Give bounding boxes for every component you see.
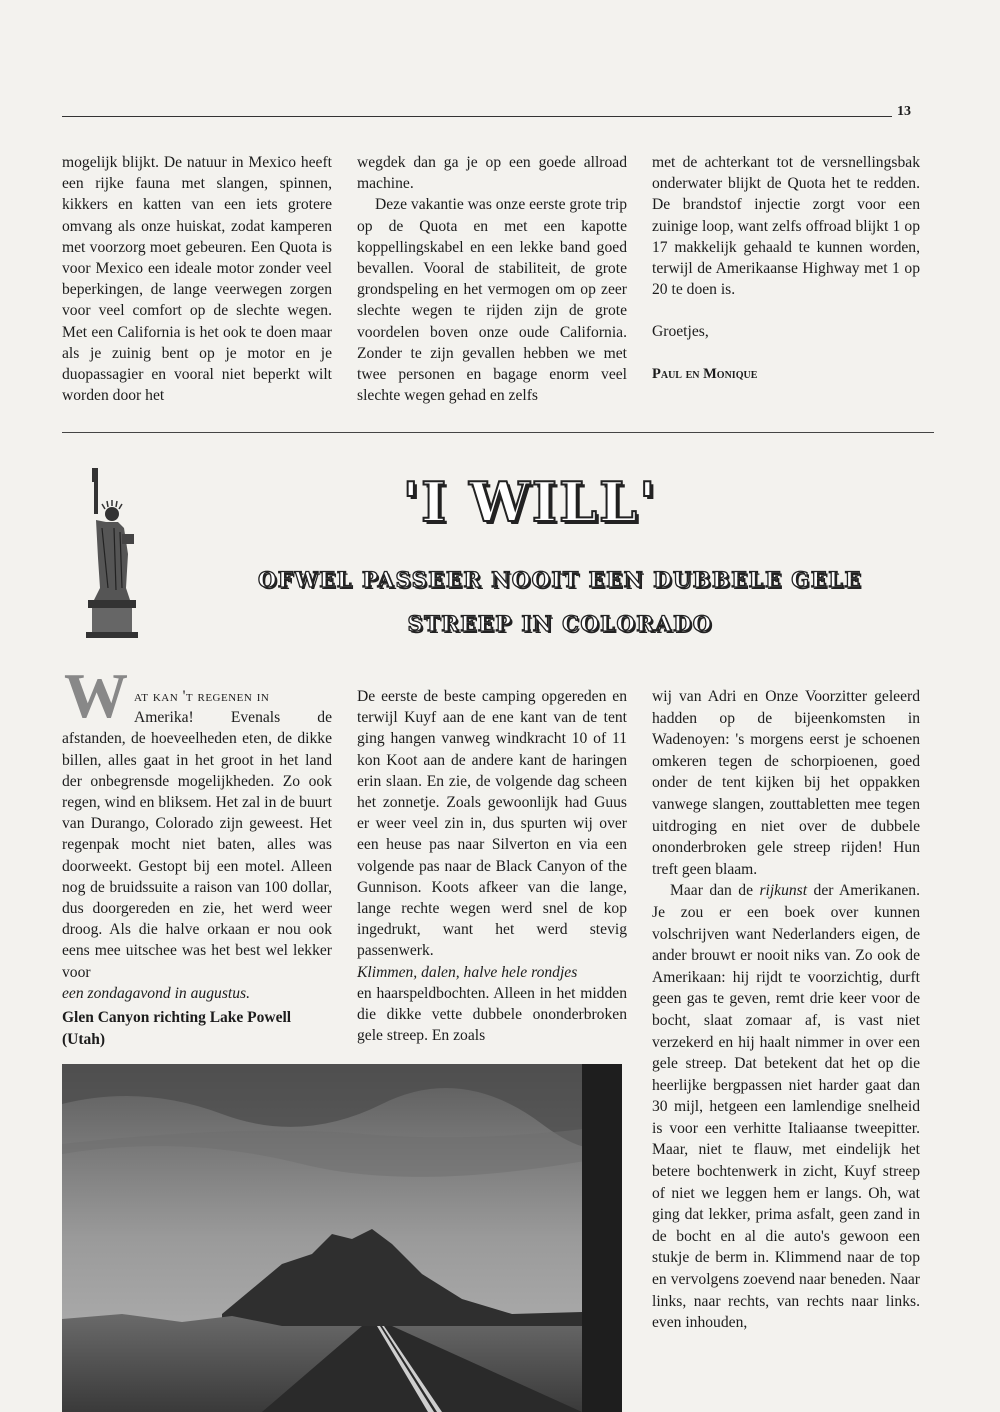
article-col3-p2-a: Maar dan de	[670, 882, 753, 900]
article-col3-p2	[652, 880, 920, 1333]
subtitle-line-1: OFWEL PASSEER NOOIT EEN DUBBELE GELE	[258, 567, 862, 592]
article-col2-italic: Klimmen, dalen, halve hele rondjes	[357, 963, 578, 981]
subtitle-line-2: STREEP IN COLORADO	[407, 611, 713, 636]
road-mountain-photo	[62, 1064, 622, 1412]
intro-col3-p1: met de achterkant tot de versnellingsbak onderwater blijkt de Quota het te redden. De brandstof injectie zorgt voor een zuinige loop, want zelfs offroad blijkt 1 op 17 makkelijk gehaald te kunnen worden, terwijl de Amerikaanse Highway met 1 op 20 te doen is.	[652, 154, 920, 299]
article-lead: at kan 't regenen in	[134, 688, 270, 705]
section-divider	[62, 432, 934, 433]
article-column-1	[62, 686, 332, 1004]
article-col3-p2-italic: rijkunst	[759, 882, 808, 900]
article-col1-italic: een zondagavond in augustus.	[62, 984, 250, 1002]
article-col3-p1: wij van Adri en Onze Voorzitter geleerd hadden op de bijeenkomsten in Wadenoyen: 's morgens eerst je schoenen omkeren tegen de schorpioenen, goed onder de tent kijken bij het oppakken vanwege slangen, zouttabletten mee tegen uitdroging en niet over de dubbele ononderbroken gele streep rijden! Hun treft geen blaam.	[652, 688, 920, 878]
intro-col2-p1: wegdek dan ga je op een goede allroad machine.	[357, 154, 627, 193]
article-col3-p2-b: der Amerikanen. Je zou er een boek over kunnen volschrijven want Nederlanders eigen, de ander brouwt er nooit niks van. Zo ook de Amerikaan: hij rijdt te voorzichtig, durft geen gas te geven, remt drie keer voor de bocht, slaat zomaar af, is vast niet verzekerd en hij haalt nimmer in over een gele streep. Dat betekent dat het op die heerlijke bergpassen niet harder gaat dan 30 mijl, hetgeen een lamlendige snelheid is voor een verhitte Italiaanse tweepitter. Maar, niet te flauw, met eindelijk het betere bochtenwerk in zicht, Kuyf streep of niet we leggen hem er langs. Oh, wat ging dat lekker, prima asfalt, geen zand in de bocht en al die auto's gewoon een stukje de berm in. Klimmend naar de top en vervolgens zoevend naar beneden. Naar links, naar rechts, van rechts naar links. even inhouden,	[652, 882, 920, 1332]
article-title: 'I WILL'	[402, 470, 658, 534]
article-subtitle	[210, 558, 910, 646]
article-col2-text-b: en haarspeldbochten. Alleen in het midden die dikke vette dubbele ononderbroken gele streep. En zoals	[357, 984, 627, 1045]
intro-column-3	[652, 152, 920, 385]
intro-column-2	[357, 152, 627, 406]
statue-of-liberty-illustration	[78, 468, 148, 638]
landscape-photo	[62, 1064, 622, 1412]
article-col2-text-a: De eerste de beste camping opgereden en terwijl Kuyf aan de ene kant van de tent ging hangen vanweg windkracht 10 of 11 kon Koot aan de andere kant de haringen erin slaan. En zie, de volgende dag scheen het zonnetje. Zoals gewoonlijk had Guus er weer veel zin in, dus spurten wij over een heuse pas naar Silverton en via een volgende pas naar de Black Canyon of the Gunnison. Koots afkeer van die lange, lange rechte wegen werd snel de kop ingedrukt, want het werd stevig passenwerk.	[357, 688, 627, 960]
intro-column-1	[62, 152, 332, 406]
page-number: 13	[897, 104, 911, 119]
photo-caption: Glen Canyon richting Lake Powell (Utah)	[62, 1009, 292, 1048]
header-rule	[62, 116, 892, 117]
drop-cap: W	[64, 660, 128, 731]
article-column-3	[652, 686, 920, 1334]
article-column-2	[357, 686, 627, 1046]
intro-col2-p2: Deze vakantie was onze eerste grote trip op de Quota en met een kapotte koppellingskabel en een lekke band goed bevallen. Vooral de stabiliteit, de grote grondspeling en het vermogen om op zeer slechte wegen te rijden zijn de grote voordelen boven onze oude California. Zonder te zijn gevallen hebben we met twee personen en bagage enorm veel slechte wegen gehad en zelfs	[357, 196, 627, 405]
greeting: Groetjes,	[652, 323, 709, 341]
signature: Paul en Monique	[652, 365, 758, 382]
article-col1-text: Amerika! Evenals de afstanden, de hoeveelheden eten, de dikke billen, alles gaat in het groot in het land der onbegrensde mogelijkheden. Zo ook regen, wind en bliksem. Het zal in de buurt van Durango, Colorado zijn geweest. Het regenpak mocht niet baten, alles was doorweekt. Gestopt bij een motel. Alleen nog de bruidssuite a raison van 100 dollar, dus doorgereden en zie, het werd weer droog. Als die halve orkaan er nou ook eens mee uitschee was het best wel lekker voor	[62, 709, 332, 981]
intro-col1-text: mogelijk blijkt. De natuur in Mexico heeft een rijke fauna met slangen, spinnen, kikkers en katten van een iets grotere omvang als onze huiskat, zodat kamperen met voorzorg moet gebeuren. Een Quota is voor Mexico een ideale motor zonder veel beperkingen, de lange veerwegen zorgen voor veel comfort op de slechte wegen. Met een California is het ook te doen maar als je zuinig bent op je motor en je duopassagier en vooral niet beperkt wilt worden door het	[62, 154, 332, 405]
